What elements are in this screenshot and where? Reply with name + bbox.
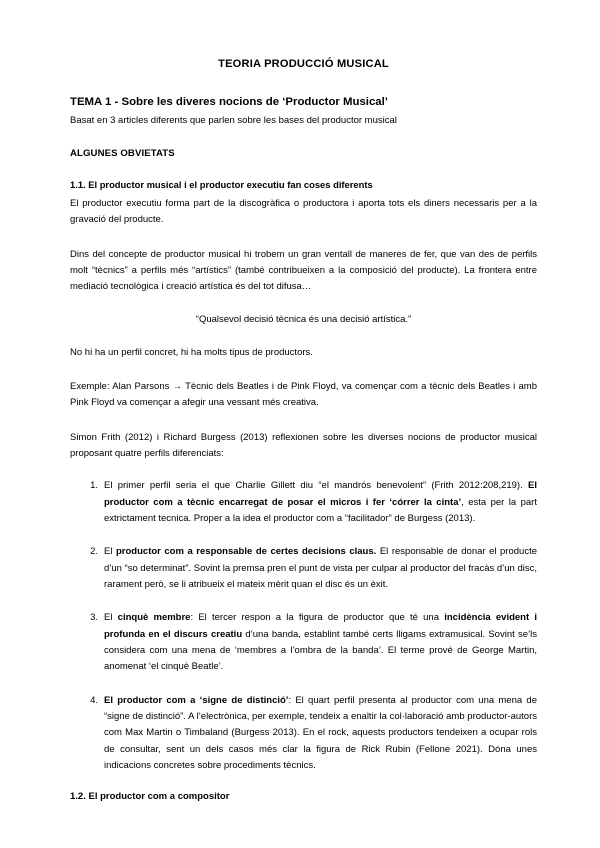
paragraph-frith-burgess: Simon Frith (2012) i Richard Burgess (2013) reflexionen sobre les diverses nocions de productor musical proposant quatre perfils diferenciats: [70,431,537,459]
list-item [104,478,537,527]
body-text: : El tercer respon a la figura de productor que té una [190,612,445,624]
list-item [104,544,537,593]
paragraph-executive-producer: El productor executiu forma part de la discogràfica o productora i aporta tots els diners necessaris per a la gravació del producte. [70,198,537,226]
emphasis-text: El productor com a ‘signe de distinció’ [104,694,289,706]
list-item [104,610,537,675]
body-text: : El quart perfil presenta al productor com una mena de “signe de distinció”. A l’electrònica, per exemple, tendeix a enaltir la col·laboració amb productor-autors com Max Martin o Timbaland (Burgess 2013). En el rock, aquests productors tendeixen a ocupar rols de consultar, sent un dels casos més clar la figura de Rick Rubin (Fellone 2021). Dóna unes indicacions concretes sobre procediments tècnics. [104,694,537,771]
body-text: El [104,612,118,624]
subsection-heading-1-2: 1.2. El productor com a compositor [70,791,230,803]
paragraph-producer-concept: Dins del concepte de productor musical hi trobem un gran ventall de maneres de fer, que van des de perfils molt “tècnics” a perfils més “artístics” (també contribueixen a la composició del producte). La frontera entre mediació tecnològica i creació artística és del tot difusa… [70,248,537,293]
body-text: El [104,546,116,558]
emphasis-text: El productor com a tècnic encarregat de posar el micros i fer ‘córrer la cinta’ [104,480,537,508]
page-title: TEORIA PRODUCCIÓ MUSICAL [218,58,389,70]
block-heading: ALGUNES OBVIETATS [70,148,175,159]
paragraph-no-profile: No hi ha un perfil concret, hi ha molts tipus de productors. [70,346,313,358]
section-title: TEMA 1 - Sobre les diveres nocions de ‘Productor Musical’ [70,96,388,108]
list-item [104,693,537,775]
body-text: El primer perfil seria el que Charlie Gillett diu “el mandrós benevolent” (Frith 2012:208,219). [104,480,529,492]
paragraph-example: Exemple: Alan Parsons → Tècnic dels Beatles i de Pink Floyd, va començar com a tècnic dels Beatles i amb Pink Floyd va començar a afegir una vessant més creativa. [70,380,537,409]
profiles-list [70,478,537,774]
body-text: , esta per la part extrictament tecnica. Proper a la idea el productor com a “facilitador” de Burgess (2013). [104,496,537,524]
section-subtitle: Basat en 3 articles diferents que parlen sobre les bases del productor musical [70,115,397,126]
body-text: d’una banda, establint també certs lligams extramusical. Sovint se’ls considera com una mena de ‘membres a l’ombra de la banda’. El terme prové de George Martin, anomenat ‘el cinquè Beatle’. [104,628,537,673]
emphasis-text: cinquè membre [117,612,191,624]
emphasis-text: productor com a responsable de certes decisions claus. [116,546,377,558]
body-text: El responsable de donar el producte d’un “so determinat”. Sovint la premsa pren el punt de vista per culpar al productor del fracàs d’un disc, rarament però, se li atribueix el mateix mèrit quan el disc és un èxit. [104,546,538,590]
subsection-heading-1-1: 1.1. El productor musical i el productor executiu fan coses diferents [70,179,373,190]
emphasis-text: incidència evident i profunda en el discurs creatiu [104,612,538,640]
pull-quote: “Qualsevol decisió tècnica és una decisió artística.” [195,313,412,325]
